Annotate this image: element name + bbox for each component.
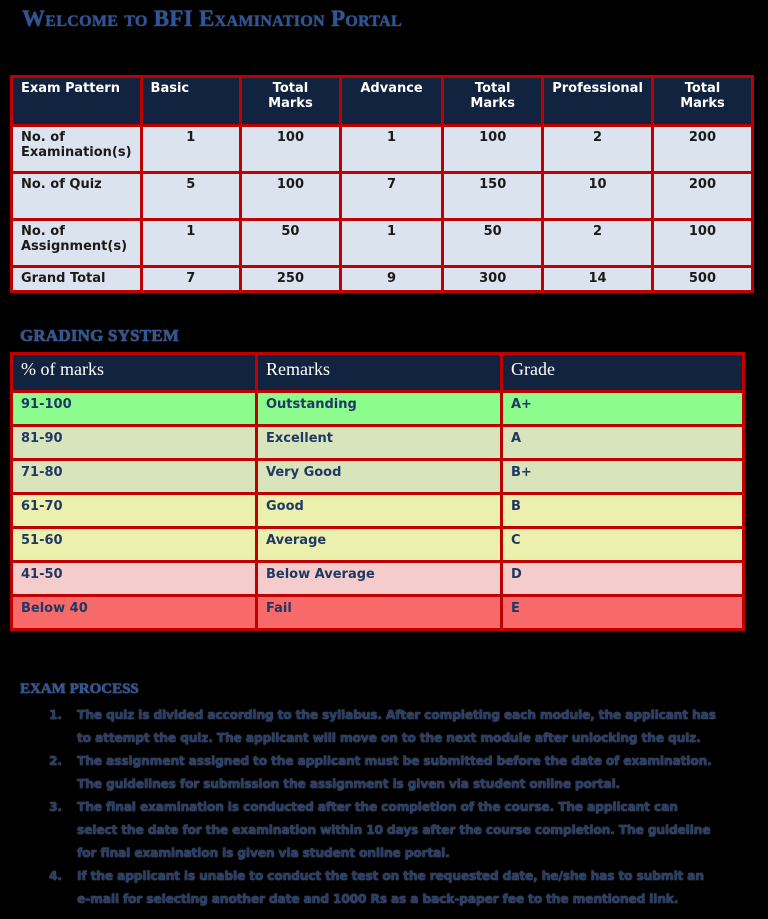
- grade-row-b-plus: [12, 460, 744, 494]
- column-header: % of marks: [12, 354, 257, 392]
- grading-table: [10, 352, 745, 631]
- table-row: [12, 126, 753, 173]
- table-row: [12, 220, 753, 267]
- grade: E: [502, 596, 744, 630]
- process-step: [44, 795, 744, 864]
- table-cell: 300: [443, 267, 543, 292]
- step-line: If the applicant is unable to conduct the test on the requested date, he/she has to submit an: [77, 868, 704, 883]
- table-cell: 1: [141, 220, 240, 267]
- remark: Excellent: [257, 426, 502, 460]
- step-line: The quiz is divided according to the syllabus. After completing each module, the applicant has: [77, 707, 716, 722]
- process-step: [44, 864, 744, 910]
- table-cell: 9: [340, 267, 442, 292]
- remark: Average: [257, 528, 502, 562]
- table-header-row: [12, 77, 753, 126]
- step-line: The assignment assigned to the applicant must be submitted before the date of examination.: [77, 753, 712, 768]
- exam-process-heading: EXAM PROCESS: [20, 681, 139, 697]
- exam-pattern-table: [10, 75, 754, 293]
- table-cell: 200: [652, 173, 752, 220]
- marks-range: Below 40: [12, 596, 257, 630]
- table-cell: 7: [340, 173, 442, 220]
- marks-range: 71-80: [12, 460, 257, 494]
- step-line: The final examination is conducted after the completion of the course. The applicant can: [77, 799, 678, 814]
- column-header: Remarks: [257, 354, 502, 392]
- grade: C: [502, 528, 744, 562]
- remark: Fail: [257, 596, 502, 630]
- table-cell: 7: [141, 267, 240, 292]
- step-line: The guidelines for submission the assignment is given via student online portal.: [77, 776, 620, 791]
- table-cell: 100: [652, 220, 752, 267]
- grade-row-e: [12, 596, 744, 630]
- table-cell: 2: [543, 220, 653, 267]
- table-cell: 2: [543, 126, 653, 173]
- table-cell: 5: [141, 173, 240, 220]
- page-title: Welcome to BFI Examination Portal: [22, 6, 402, 31]
- marks-range: 91-100: [12, 392, 257, 426]
- row-label: No. of Examination(s): [12, 126, 142, 173]
- table-cell: 250: [240, 267, 340, 292]
- step-line: for final examination is given via student online portal.: [77, 845, 450, 860]
- column-header: Total Marks: [240, 77, 340, 126]
- exam-process-list: [44, 703, 744, 910]
- table-cell: 50: [443, 220, 543, 267]
- column-header: Grade: [502, 354, 744, 392]
- table-cell: 200: [652, 126, 752, 173]
- remark: Good: [257, 494, 502, 528]
- table-cell: 50: [240, 220, 340, 267]
- table-cell: 100: [240, 173, 340, 220]
- table-row: [12, 173, 753, 220]
- step-number: 4.: [49, 868, 62, 883]
- grading-system-heading: GRADING SYSTEM: [20, 326, 180, 345]
- column-header: Total Marks: [443, 77, 543, 126]
- column-header: Total Marks: [652, 77, 752, 126]
- marks-range: 51-60: [12, 528, 257, 562]
- table-cell: 100: [443, 126, 543, 173]
- row-label: Grand Total: [12, 267, 142, 292]
- grade-row-b: [12, 494, 744, 528]
- remark: Very Good: [257, 460, 502, 494]
- table-cell: 1: [141, 126, 240, 173]
- grade-row-a: [12, 426, 744, 460]
- grade: A: [502, 426, 744, 460]
- table-cell: 10: [543, 173, 653, 220]
- process-step: [44, 749, 744, 795]
- marks-range: 61-70: [12, 494, 257, 528]
- step-line: to attempt the quiz. The applicant will move on to the next module after unlocking the quiz.: [77, 730, 701, 745]
- column-header: Professional: [543, 77, 653, 126]
- marks-range: 81-90: [12, 426, 257, 460]
- remark: Outstanding: [257, 392, 502, 426]
- column-header: Basic: [141, 77, 240, 126]
- grade: B: [502, 494, 744, 528]
- step-line: e-mail for selecting another date and 1000 Rs as a back-paper fee to the mentioned link.: [77, 891, 679, 906]
- step-number: 1.: [49, 707, 62, 722]
- table-cell: 14: [543, 267, 653, 292]
- grade: B+: [502, 460, 744, 494]
- column-header: Advance: [340, 77, 442, 126]
- table-cell: 500: [652, 267, 752, 292]
- process-step: [44, 703, 744, 749]
- table-header-row: [12, 354, 744, 392]
- grade: D: [502, 562, 744, 596]
- grade: A+: [502, 392, 744, 426]
- table-row-grand-total: [12, 267, 753, 292]
- remark: Below Average: [257, 562, 502, 596]
- grade-row-d: [12, 562, 744, 596]
- grade-row-c: [12, 528, 744, 562]
- row-label: No. of Assignment(s): [12, 220, 142, 267]
- table-cell: 1: [340, 126, 442, 173]
- step-line: select the date for the examination within 10 days after the course completion. The guideline: [77, 822, 711, 837]
- grade-row-a-plus: [12, 392, 744, 426]
- table-cell: 1: [340, 220, 442, 267]
- row-label: No. of Quiz: [12, 173, 142, 220]
- column-header: Exam Pattern: [12, 77, 142, 126]
- step-number: 3.: [49, 799, 62, 814]
- marks-range: 41-50: [12, 562, 257, 596]
- table-cell: 150: [443, 173, 543, 220]
- table-cell: 100: [240, 126, 340, 173]
- step-number: 2.: [49, 753, 62, 768]
